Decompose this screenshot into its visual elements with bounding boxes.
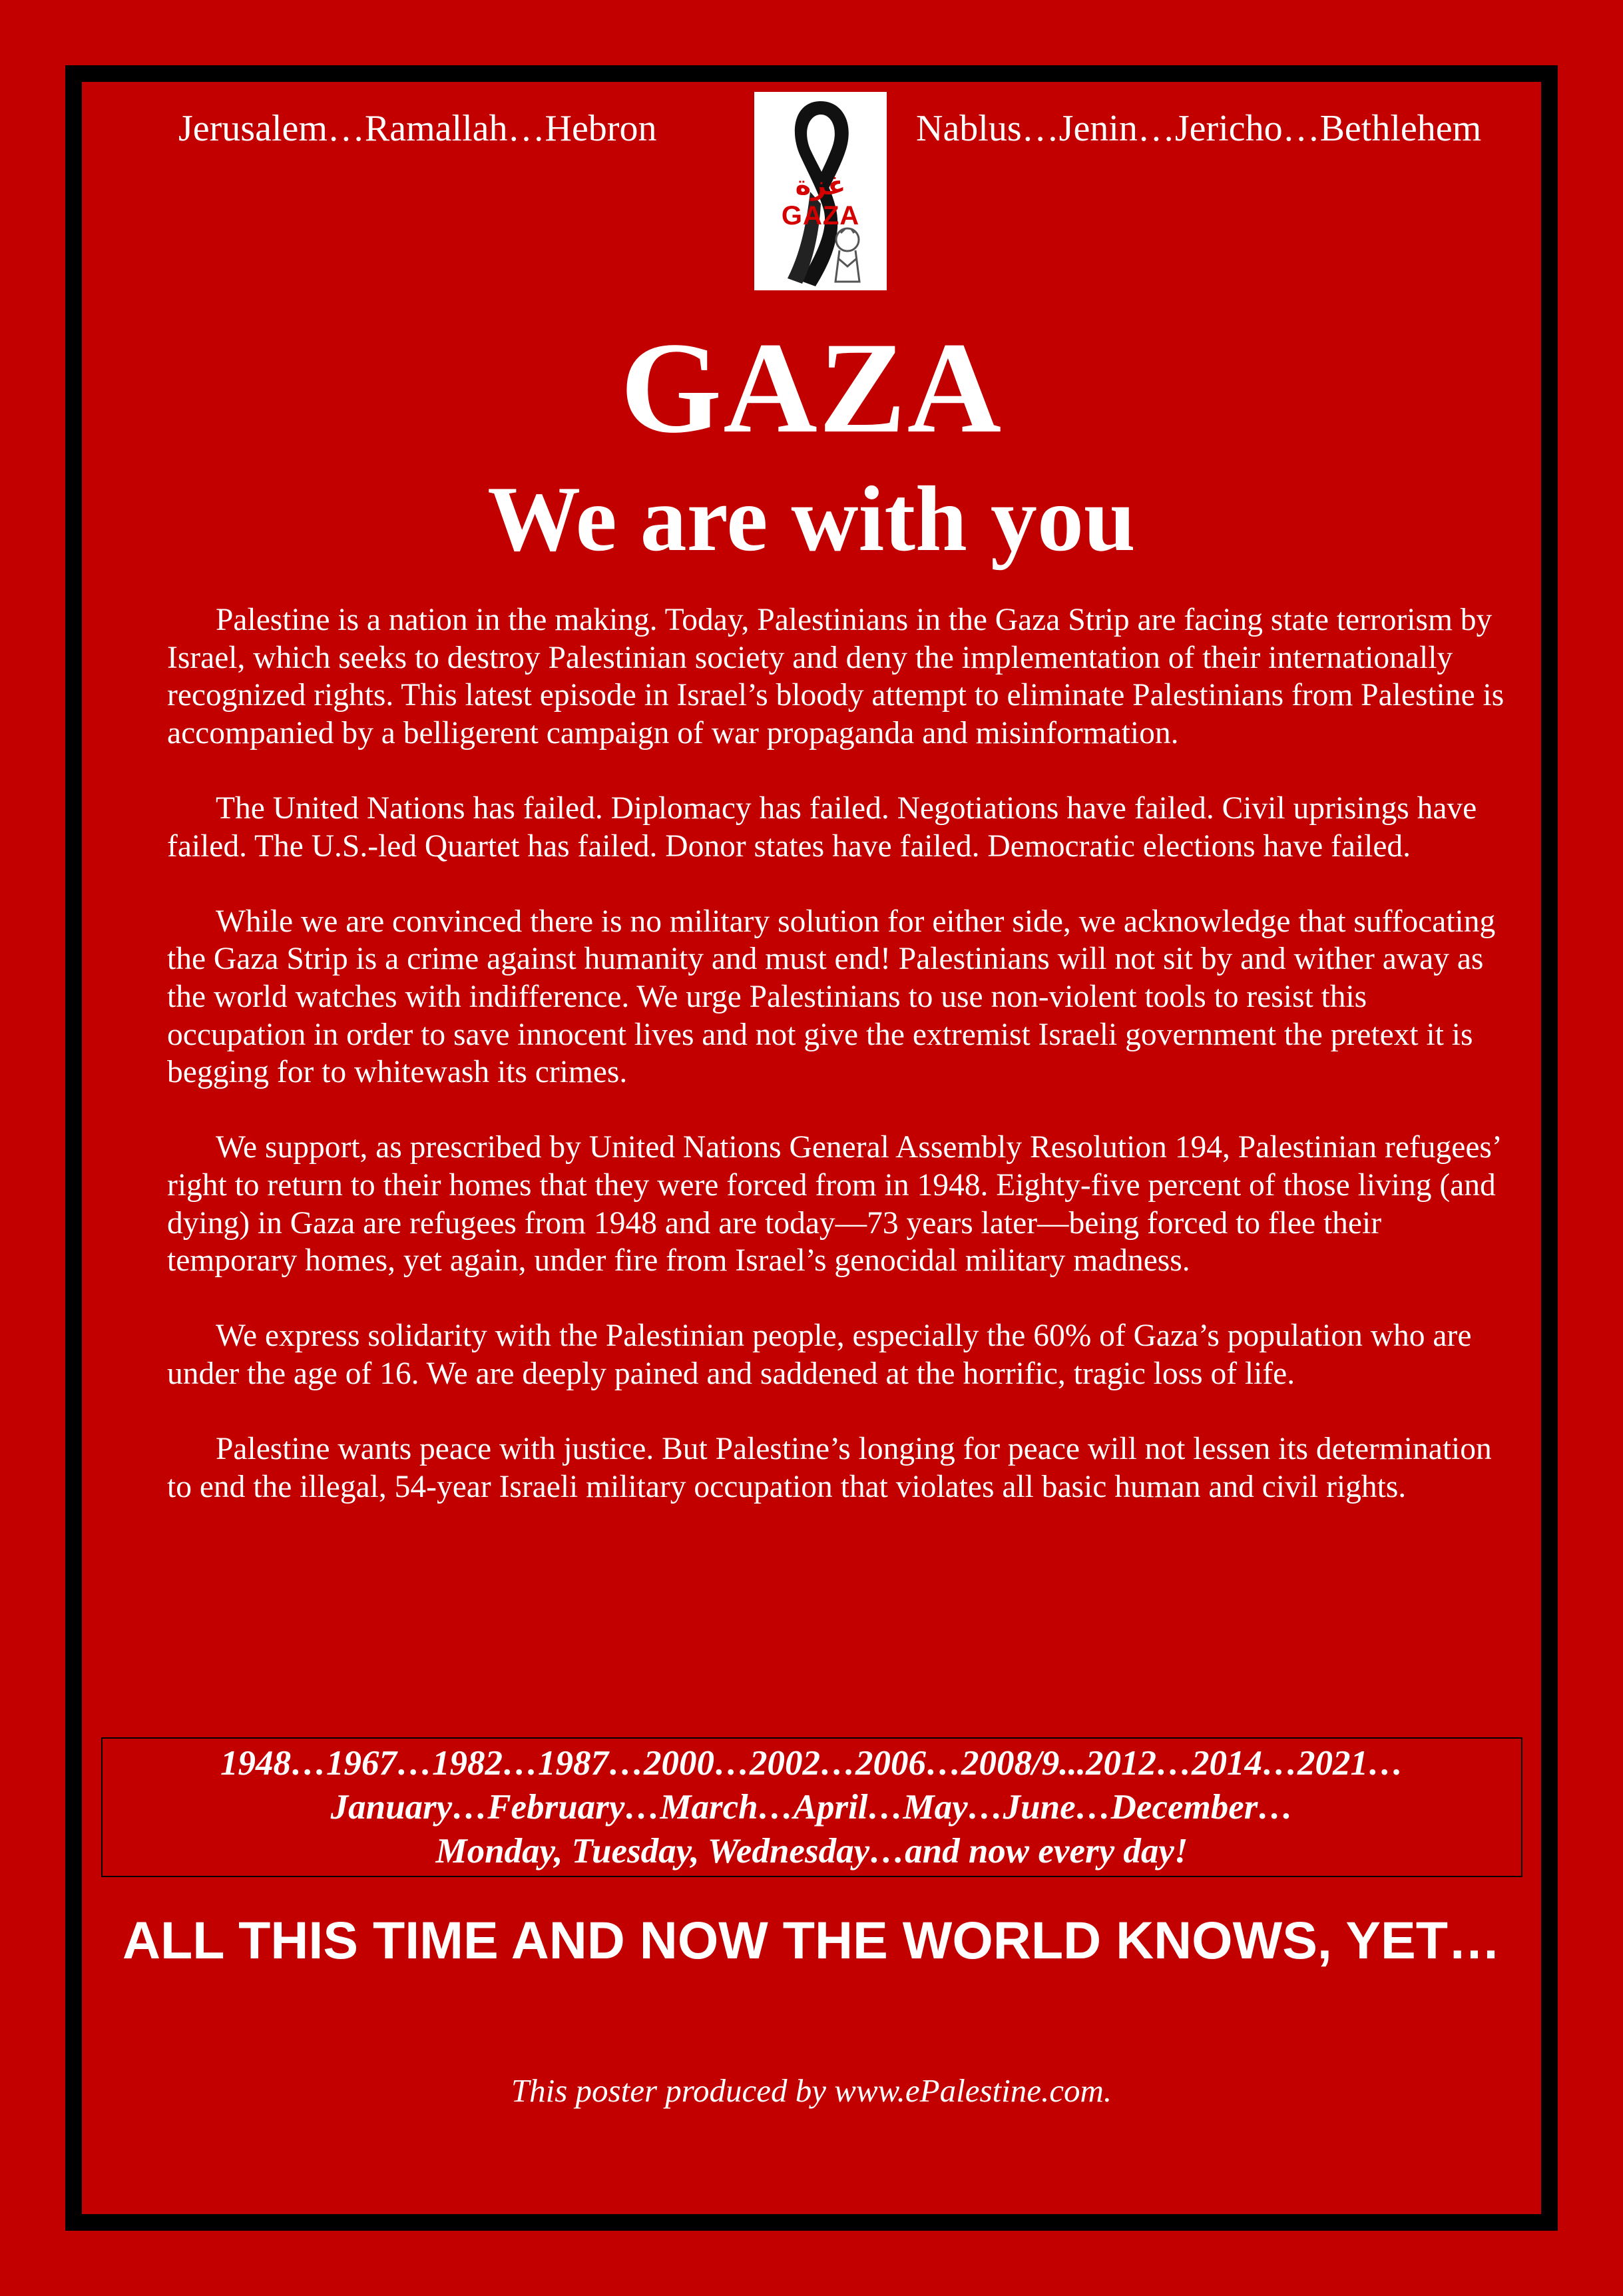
closing-headline: ALL THIS TIME AND NOW THE WORLD KNOWS, YET…: [122, 1910, 1501, 1970]
logo-arabic-text: غزة: [795, 171, 846, 200]
paragraph: We express solidarity with the Palestinian people, especially the 60% of Gaza’s population who are under the age of 16. We are deeply pained and saddened at the horrific, tragic loss of life.: [167, 1318, 1472, 1391]
timeline-days: Monday, Tuesday, Wednesday…and now every day!: [435, 1832, 1188, 1870]
paragraph: While we are convinced there is no military solution for either side, we acknowledge that suffocating the Gaza Strip is a crime against humanity and must end! Palestinians will not sit by and wither away as the world watches with indifference. We urge Palestinians to use non-violent tools to resist this occupation in order to save innocent lives and not give the extremist Israeli government the pretext it is begging for to whitewash its crimes.: [167, 904, 1496, 1090]
paragraph: Palestine is a nation in the making. Today, Palestinians in the Gaza Strip are facing state terrorism by Israel, which seeks to destroy Palestinian society and deny the implementation of their internationally recognized rights. This latest episode in Israel’s bloody attempt to eliminate Palestinians from Palestine is accompanied by a belligerent campaign of war propaganda and misinformation.: [167, 603, 1505, 750]
gaza-ribbon-logo: [754, 92, 887, 290]
cities-left: Jerusalem…Ramallah…Hebron: [178, 108, 657, 149]
poster-title: GAZA: [620, 316, 1003, 460]
paragraph: The United Nations has failed. Diplomacy has failed. Negotiations have failed. Civil uprisings have failed. The U.S.-led Quartet has failed. Donor states have failed. Democratic elections have failed.: [167, 790, 1477, 864]
logo-latin-text: GAZA: [781, 201, 860, 230]
paragraph: Palestine wants peace with justice. But Palestine’s longing for peace will not lessen its determination to end the illegal, 54-year Israeli military occupation that violates all basic human and civil rights.: [167, 1432, 1492, 1504]
cities-right: Nablus…Jenin…Jericho…Bethlehem: [916, 108, 1482, 149]
timeline-years: 1948…1967…1982…1987…2000…2002…2006…2008/9...2012…2014…2021…: [220, 1744, 1403, 1783]
poster-subtitle: We are with you: [487, 467, 1136, 571]
paragraph: We support, as prescribed by United Nations General Assembly Resolution 194, Palestinian refugees’ right to return to their homes that they were forced from in 1948. Eighty-five percent of those living (and dying) in Gaza are refugees from 1948 and are today—73 years later—being forced to flee their temporary homes, yet again, under fire from Israel’s genocidal military madness.: [167, 1130, 1501, 1279]
timeline-box: [101, 1737, 1522, 1877]
logo-text: [754, 170, 887, 231]
body-text: [167, 601, 1508, 1506]
poster-credit: This poster produced by www.ePalestine.com.: [511, 2072, 1112, 2109]
timeline-months: January…February…March…April…May…June…December…: [330, 1788, 1293, 1827]
